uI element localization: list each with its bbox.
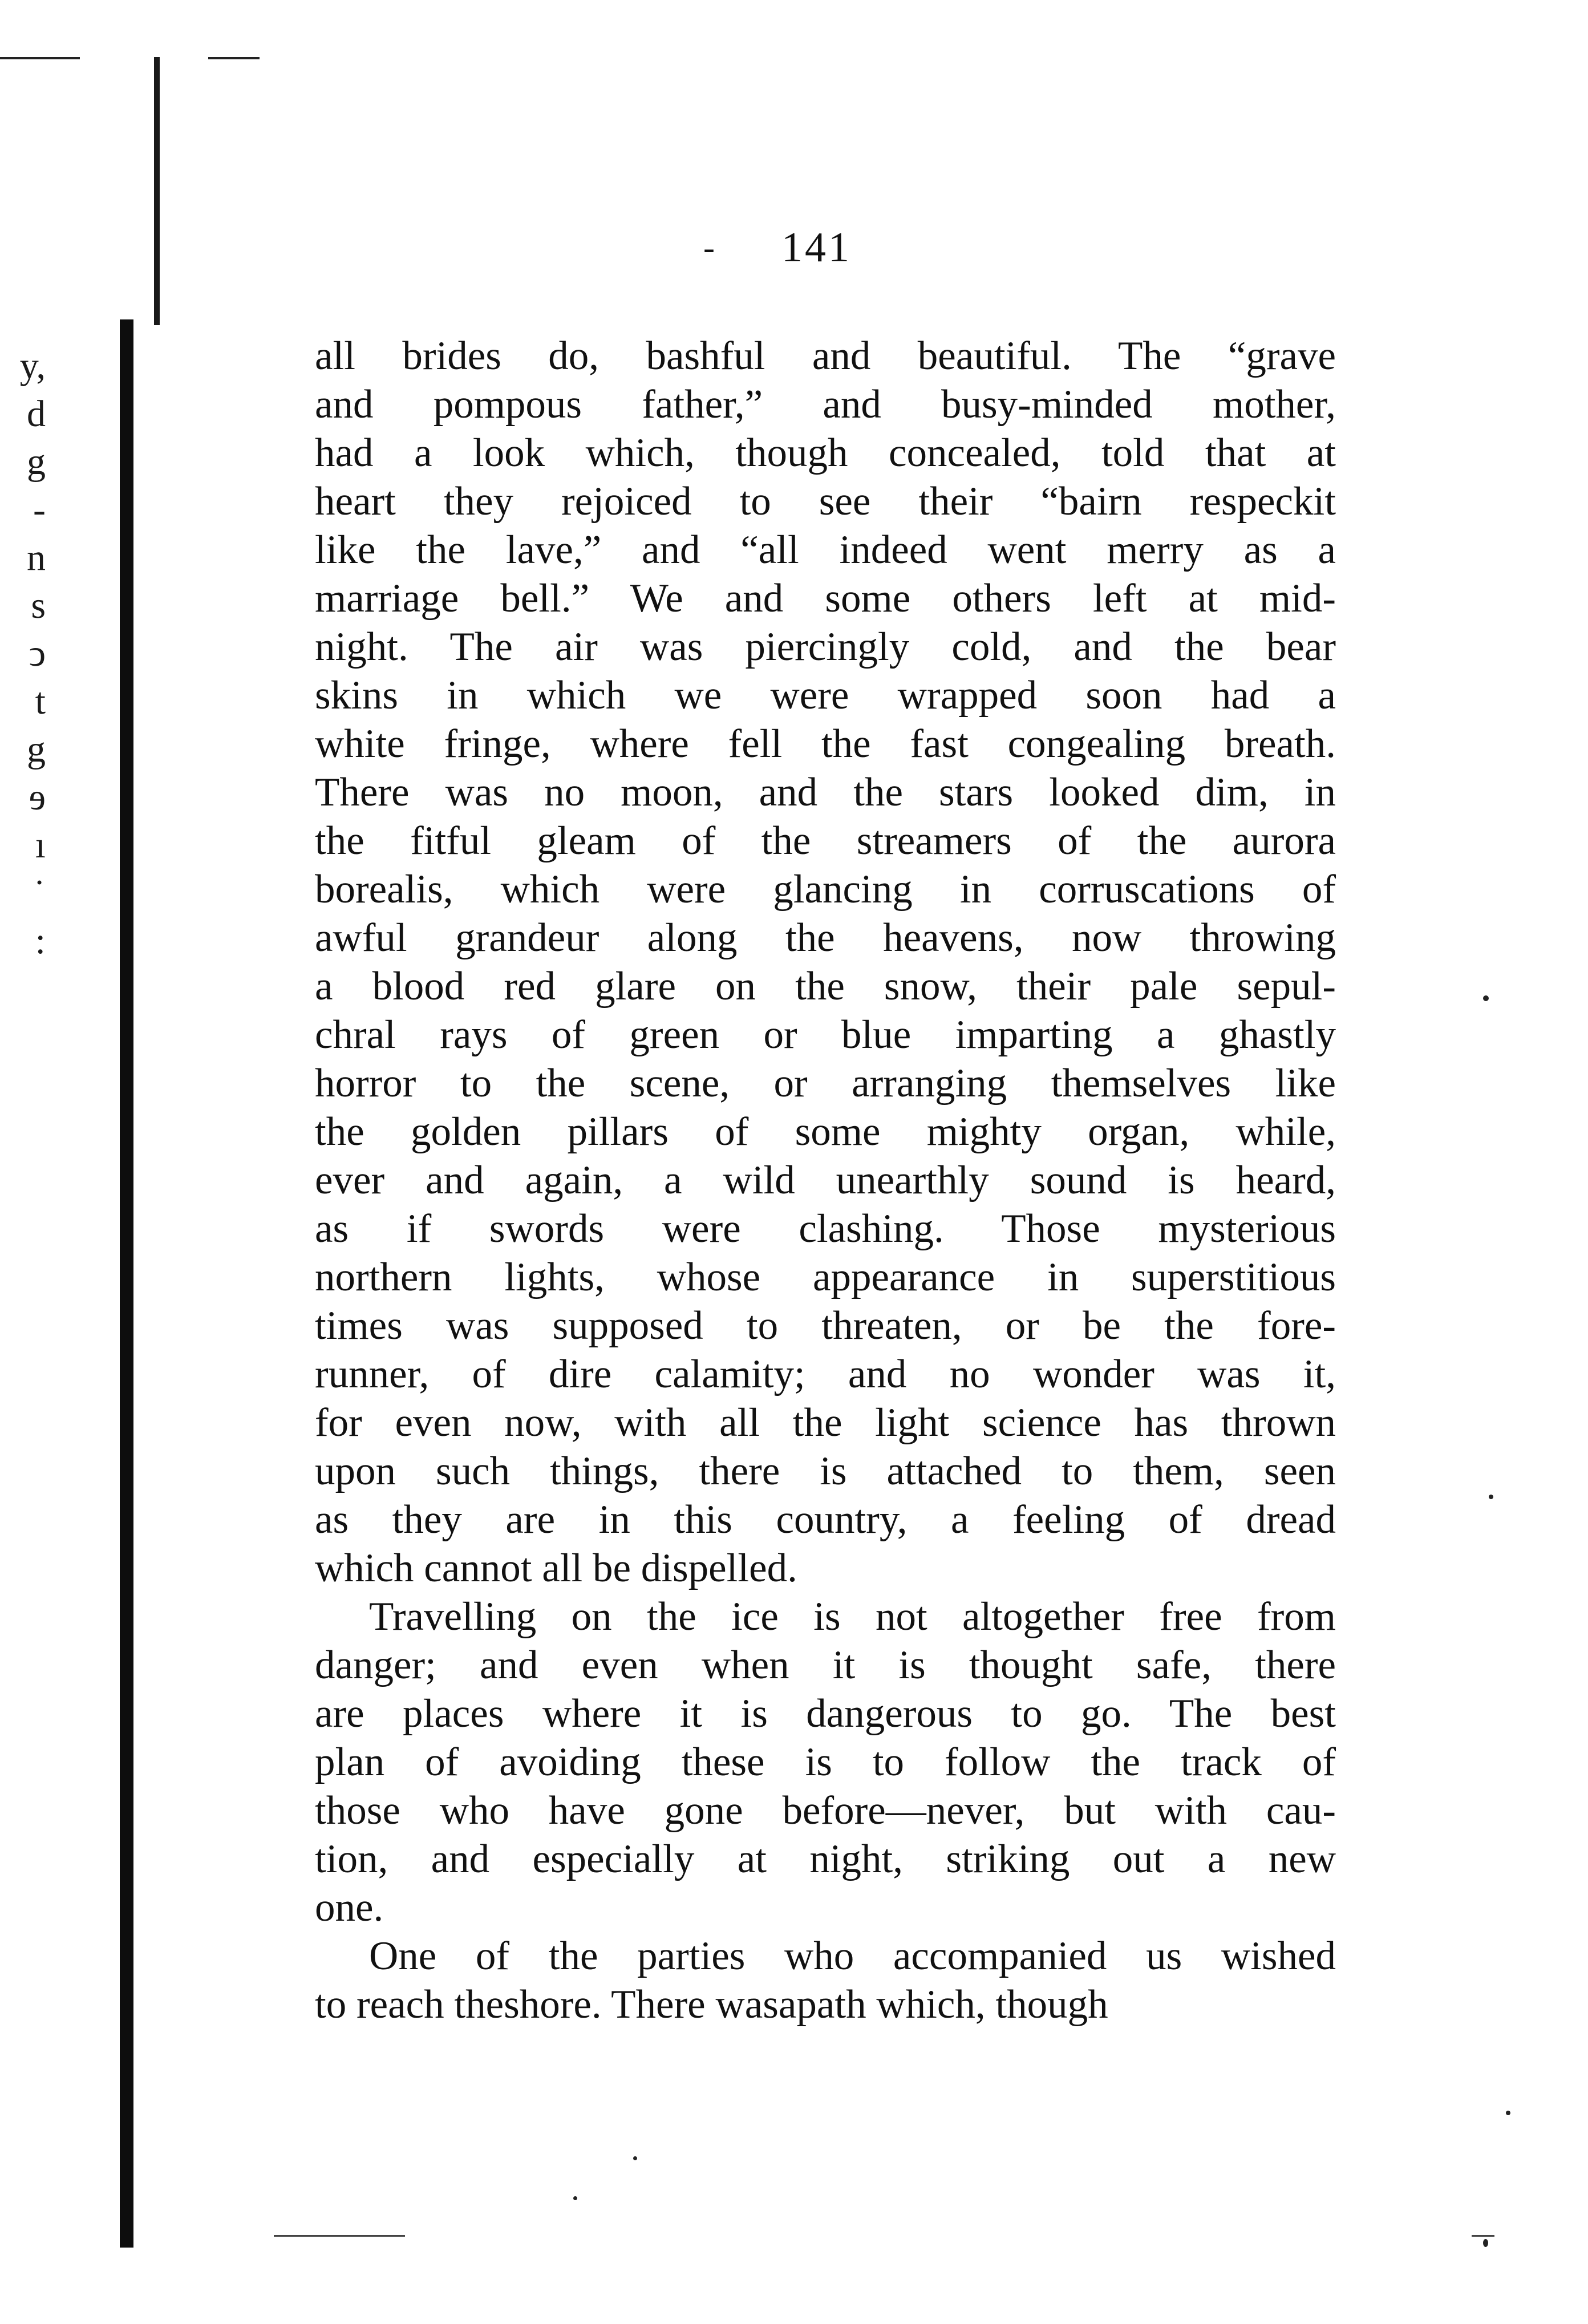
text-line: chral rays of green or blue imparting a ghastly <box>315 1013 1336 1057</box>
text-line: borealis, which were glancing in corruscations of <box>315 867 1336 912</box>
page-speck <box>1483 995 1489 1001</box>
text-line: the fitful gleam of the streamers of the aurora <box>315 819 1336 863</box>
bleed-letter: n <box>27 537 46 578</box>
bleed-letter: ɘ <box>29 776 46 818</box>
text-line: awful grandeur along the heavens, now throwing <box>315 916 1336 960</box>
text-line: danger; and even when it is thought safe, there <box>315 1643 1336 1687</box>
text-line: northern lights, whose appearance in superstitious <box>315 1255 1336 1299</box>
page-number: 141 <box>781 224 852 271</box>
bottom-rule-left <box>274 2235 405 2237</box>
page-speck <box>633 2156 637 2160</box>
text-line: heart they rejoiced to see their “bairn respeckit <box>315 479 1336 524</box>
page-speck <box>1489 1495 1493 1499</box>
text-line: all brides do, bashful and beautiful. The “grave <box>315 334 1336 378</box>
page-speck <box>573 2196 577 2200</box>
text-line: marriage bell.” We and some others left at mid- <box>315 576 1336 621</box>
text-line: There was no moon, and the stars looked dim, in <box>315 770 1336 815</box>
text-line: as they are in this country, a feeling of dread <box>315 1497 1336 1542</box>
bleed-letter: g <box>27 441 46 483</box>
top-rule-right <box>208 57 260 59</box>
page-speck <box>1483 2239 1488 2247</box>
bleed-letter: s <box>31 585 46 626</box>
bleed-letter: y, <box>19 345 46 387</box>
bleed-letter: t <box>35 681 46 722</box>
bleed-letter: : <box>35 920 46 962</box>
text-line: runner, of dire calamity; and no wonder was it, <box>315 1352 1336 1396</box>
text-line: horror to the scene, or arranging themselves like <box>315 1061 1336 1106</box>
bleed-letter: ˙ <box>33 872 46 914</box>
body-text <box>315 332 1336 2029</box>
bleed-letter: ↄ <box>29 633 46 674</box>
text-line: the golden pillars of some mighty organ, while, <box>315 1110 1336 1154</box>
text-line: are places where it is dangerous to go. The best <box>315 1691 1336 1736</box>
text-line: plan of avoiding these is to follow the track of <box>315 1740 1336 1784</box>
text-line: those who have gone before—never, but with cau- <box>315 1788 1336 1833</box>
bleed-letter: ı <box>35 824 46 866</box>
text-line: which cannot all be dispelled. <box>315 1546 797 1590</box>
text-line: to reach theshore. There wasapath which, though <box>315 1982 1108 2027</box>
bottom-rule-right <box>1472 2235 1494 2237</box>
binding-edge-top <box>154 57 160 325</box>
bleed-letter: g <box>27 728 46 770</box>
text-line: like the lave,” and “all indeed went merry as a <box>315 528 1336 572</box>
text-line: as if swords were clashing. Those mysterious <box>315 1206 1336 1251</box>
text-line: one. <box>315 1885 384 1930</box>
text-line: had a look which, though concealed, told that at <box>315 431 1336 475</box>
text-line: upon such things, there is attached to them, seen <box>315 1449 1336 1493</box>
bleed-letter: - <box>33 489 46 531</box>
text-line: white fringe, where fell the fast congealing breath. <box>315 722 1336 766</box>
text-line: One of the parties who accompanied us wished <box>369 1934 1336 1978</box>
text-line: skins in which we were wrapped soon had a <box>315 673 1336 718</box>
text-line: and pompous father,” and busy-minded mother, <box>315 382 1336 427</box>
top-rule-left <box>0 57 80 59</box>
page-speck <box>1506 2111 1510 2115</box>
text-line: night. The air was piercingly cold, and the bear <box>315 625 1336 669</box>
bleed-letter: d <box>27 393 46 435</box>
bleed-through-margin <box>0 342 46 965</box>
text-line: a blood red glare on the snow, their pale sepul- <box>315 964 1336 1009</box>
header-mark: - <box>703 229 715 266</box>
text-line: Travelling on the ice is not altogether free from <box>369 1594 1336 1639</box>
text-line: times was supposed to threaten, or be the fore- <box>315 1303 1336 1348</box>
text-line: tion, and especially at night, striking out a new <box>315 1837 1336 1881</box>
binding-edge <box>120 319 133 2248</box>
text-line: for even now, with all the light science has thrown <box>315 1400 1336 1445</box>
text-line: ever and again, a wild unearthly sound is heard, <box>315 1158 1336 1203</box>
